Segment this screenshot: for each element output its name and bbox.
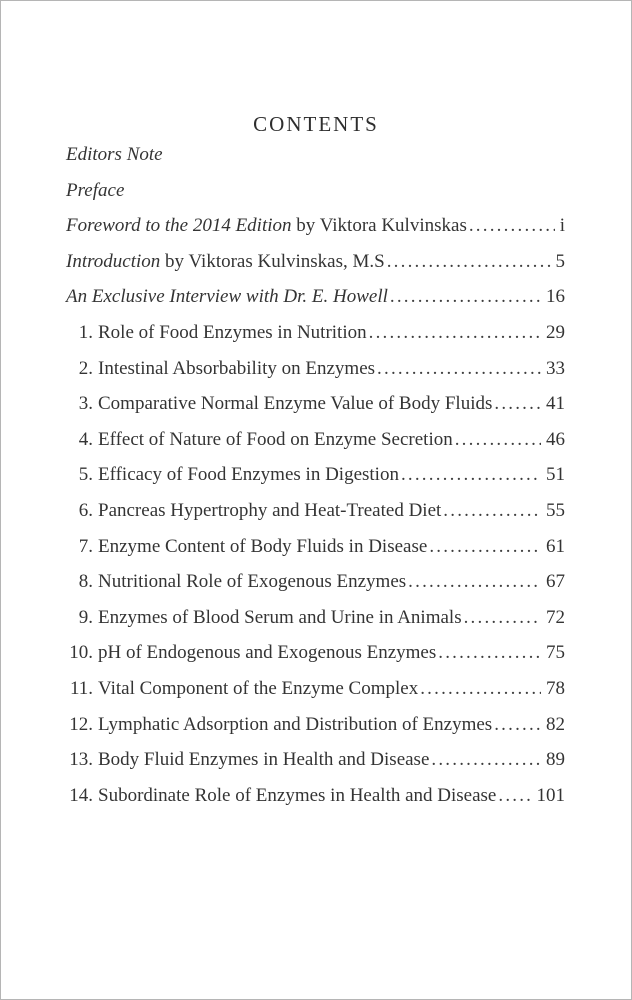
entry-page-number: 29 (546, 321, 565, 343)
entry-page-number: 33 (546, 357, 565, 379)
dot-leader (443, 493, 541, 529)
entry-byline: by Viktora Kulvinskas (291, 215, 467, 237)
toc-chapter-entry (66, 635, 565, 671)
toc-front-matter-entry (66, 244, 565, 280)
entry-number: 9. (78, 606, 93, 628)
entry-page-number: 89 (546, 749, 565, 771)
entry-number: 6. (78, 499, 93, 521)
entry-number: 12. (69, 713, 93, 735)
toc-front-matter-entry (66, 173, 565, 209)
toc-chapter-entry (66, 422, 565, 458)
entry-page-number: 75 (546, 642, 565, 664)
dot-leader (494, 707, 541, 743)
dot-leader (387, 244, 551, 280)
dot-leader (429, 529, 541, 565)
entry-title: Lymphatic Adsorption and Distribution of Enzymes (98, 713, 493, 735)
entry-page-number: 67 (546, 571, 565, 593)
entry-number: 2. (78, 357, 93, 379)
dot-leader (369, 315, 541, 351)
entry-title: Intestinal Absorbability on Enzymes (98, 357, 376, 379)
toc-chapter-entry (66, 778, 565, 814)
entry-number: 5. (78, 464, 93, 486)
entry-title: Effect of Nature of Food on Enzyme Secretion (98, 428, 453, 450)
entry-title: Preface (66, 179, 125, 201)
entry-number: 4. (78, 428, 93, 450)
entry-page-number: 78 (546, 677, 565, 699)
entry-page-number: 82 (546, 713, 565, 735)
entry-title: Vital Component of the Enzyme Complex (98, 677, 419, 699)
toc-chapter-entry (66, 742, 565, 778)
entry-title: An Exclusive Interview with Dr. E. Howell (66, 286, 388, 308)
toc-front-matter-entry (66, 137, 565, 173)
entry-title: Nutritional Role of Exogenous Enzymes (98, 571, 407, 593)
toc-chapter-entry (66, 386, 565, 422)
entry-page-number: 41 (546, 393, 565, 415)
entry-number: 10. (69, 642, 93, 664)
entry-number: 8. (78, 571, 93, 593)
entry-page-number: 61 (546, 535, 565, 557)
entry-page-number: 51 (546, 464, 565, 486)
entry-page-number: 5 (555, 250, 565, 272)
dot-leader (408, 564, 541, 600)
entry-title: Subordinate Role of Enzymes in Health and Disease (98, 784, 497, 806)
toc-chapter-entry (66, 671, 565, 707)
entry-title: Role of Food Enzymes in Nutrition (98, 321, 367, 343)
entry-title: Introduction (66, 250, 161, 272)
dot-leader (420, 671, 541, 707)
entry-title: Editors Note (66, 144, 163, 165)
entry-number: 3. (78, 393, 93, 415)
toc-list (66, 137, 565, 813)
entry-title: pH of Endogenous and Exogenous Enzymes (98, 642, 437, 664)
toc-chapter-entry (66, 707, 565, 743)
entry-number: 1. (78, 321, 93, 343)
page-title: CONTENTS (253, 112, 379, 136)
dot-leader (464, 600, 541, 636)
entry-title: Comparative Normal Enzyme Value of Body Fluids (98, 393, 493, 415)
toc-chapter-entry (66, 600, 565, 636)
toc-chapter-entry (66, 564, 565, 600)
dot-leader (494, 386, 541, 422)
toc-chapter-entry (66, 457, 565, 493)
entry-number: 11. (69, 677, 93, 699)
dot-leader (438, 635, 541, 671)
dot-leader (431, 742, 541, 778)
entry-number: 13. (69, 749, 93, 771)
entry-title: Foreword to the 2014 Edition (66, 215, 292, 237)
toc-front-matter-entry (66, 279, 565, 315)
entry-title: Enzyme Content of Body Fluids in Disease (98, 535, 428, 557)
toc-chapter-entry (66, 493, 565, 529)
entry-number: 7. (78, 535, 93, 557)
toc-chapter-entry (66, 315, 565, 351)
entry-page-number: 72 (546, 606, 565, 628)
toc-front-matter-entry (66, 208, 565, 244)
toc-chapter-entry (66, 529, 565, 565)
entry-byline: by Viktoras Kulvinskas, M.S (160, 250, 385, 272)
dot-leader (390, 279, 541, 315)
entry-number: 14. (69, 784, 93, 806)
entry-title: Pancreas Hypertrophy and Heat-Treated Diet (98, 499, 442, 521)
entry-page-number: i (559, 215, 565, 237)
entry-title: Body Fluid Enzymes in Health and Disease (98, 749, 430, 771)
dot-leader (469, 208, 555, 244)
dot-leader (455, 422, 541, 458)
entry-page-number: 46 (546, 428, 565, 450)
entry-page-number: 55 (546, 499, 565, 521)
entry-page-number: 101 (536, 784, 565, 806)
toc-chapter-entry (66, 351, 565, 387)
entry-title: Efficacy of Food Enzymes in Digestion (98, 464, 399, 486)
dot-leader (401, 457, 541, 493)
dot-leader (498, 778, 531, 814)
entry-title: Enzymes of Blood Serum and Urine in Animals (98, 606, 462, 628)
entry-page-number: 16 (546, 286, 565, 308)
dot-leader (377, 351, 541, 387)
